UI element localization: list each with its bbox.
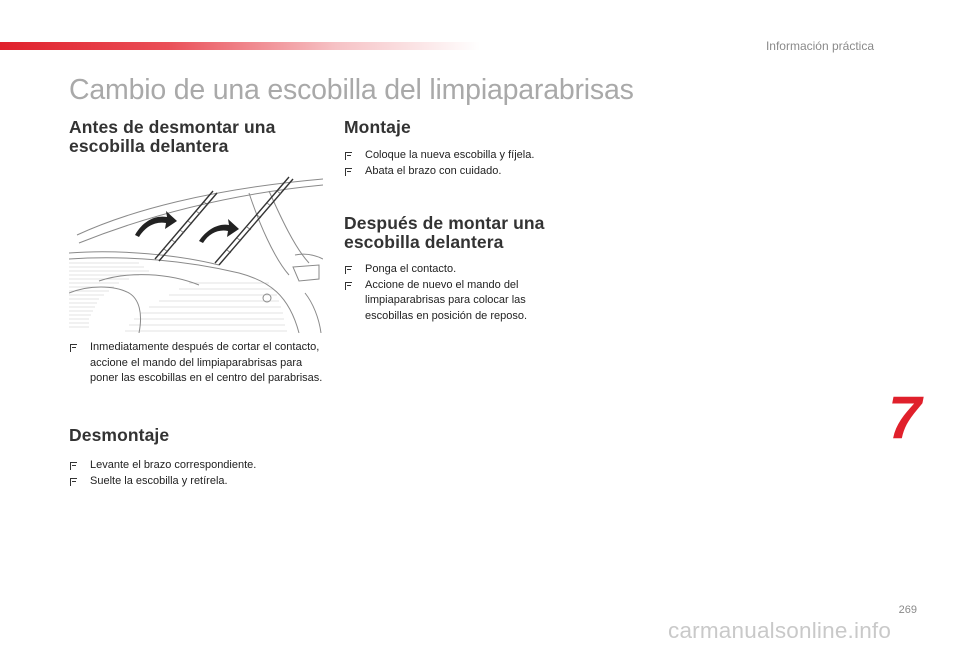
chapter-number: 7 xyxy=(888,384,922,451)
bullet-arrow-icon xyxy=(70,344,77,352)
bullet-arrow-icon xyxy=(70,462,77,470)
list-item-text: Ponga el contacto. xyxy=(365,263,457,275)
list-item xyxy=(344,262,559,278)
before-removal-block xyxy=(69,340,329,387)
removal-block xyxy=(69,426,329,489)
list-item xyxy=(69,474,329,490)
list-item-text: Accione de nuevo el mando del limpiaparabrisas para colocar las escobillas en posición de reposo. xyxy=(365,278,528,322)
top-accent-bar xyxy=(0,42,480,50)
list-item-text: Inmediatamente después de cortar el contacto, accione el mando del limpiaparabrisas para poner las escobillas en el centro del parabrisas. xyxy=(90,341,323,384)
page-title: Cambio de una escobilla del limpiaparabrisas xyxy=(69,74,634,106)
bullet-arrow-icon xyxy=(345,168,352,176)
list-item xyxy=(69,458,329,474)
after-fitting-list xyxy=(344,262,559,324)
list-item-text: Levante el brazo correspondiente. xyxy=(90,459,257,471)
list-item xyxy=(69,340,329,387)
bullet-arrow-icon xyxy=(345,266,352,274)
left-column xyxy=(69,118,329,156)
wiper-illustration xyxy=(69,163,323,333)
list-item xyxy=(344,164,594,180)
page-number: 269 xyxy=(898,604,917,616)
heading-before-removal: Antes de desmontar una escobilla delantera xyxy=(69,117,276,156)
heading-after-fitting: Después de montar una escobilla delantera xyxy=(344,213,545,252)
list-item-text: Coloque la nueva escobilla y fíjela. xyxy=(365,149,535,161)
bullet-arrow-icon xyxy=(345,282,352,290)
bullet-arrow-icon xyxy=(70,478,77,486)
list-item xyxy=(344,148,594,164)
before-removal-list xyxy=(69,340,329,387)
after-fitting-block xyxy=(344,214,594,324)
list-item-text: Abata el brazo con cuidado. xyxy=(365,164,502,177)
removal-list xyxy=(69,458,329,489)
watermark: carmanualsonline.info xyxy=(668,618,892,643)
bullet-arrow-icon xyxy=(345,152,352,160)
section-label: Información práctica xyxy=(765,39,874,53)
right-column xyxy=(344,118,594,179)
list-item xyxy=(344,278,559,325)
heading-removal: Desmontaje xyxy=(69,425,170,445)
heading-fitting: Montaje xyxy=(344,117,411,137)
fitting-list xyxy=(344,148,594,179)
list-item-text: Suelte la escobilla y retírela. xyxy=(90,474,228,487)
